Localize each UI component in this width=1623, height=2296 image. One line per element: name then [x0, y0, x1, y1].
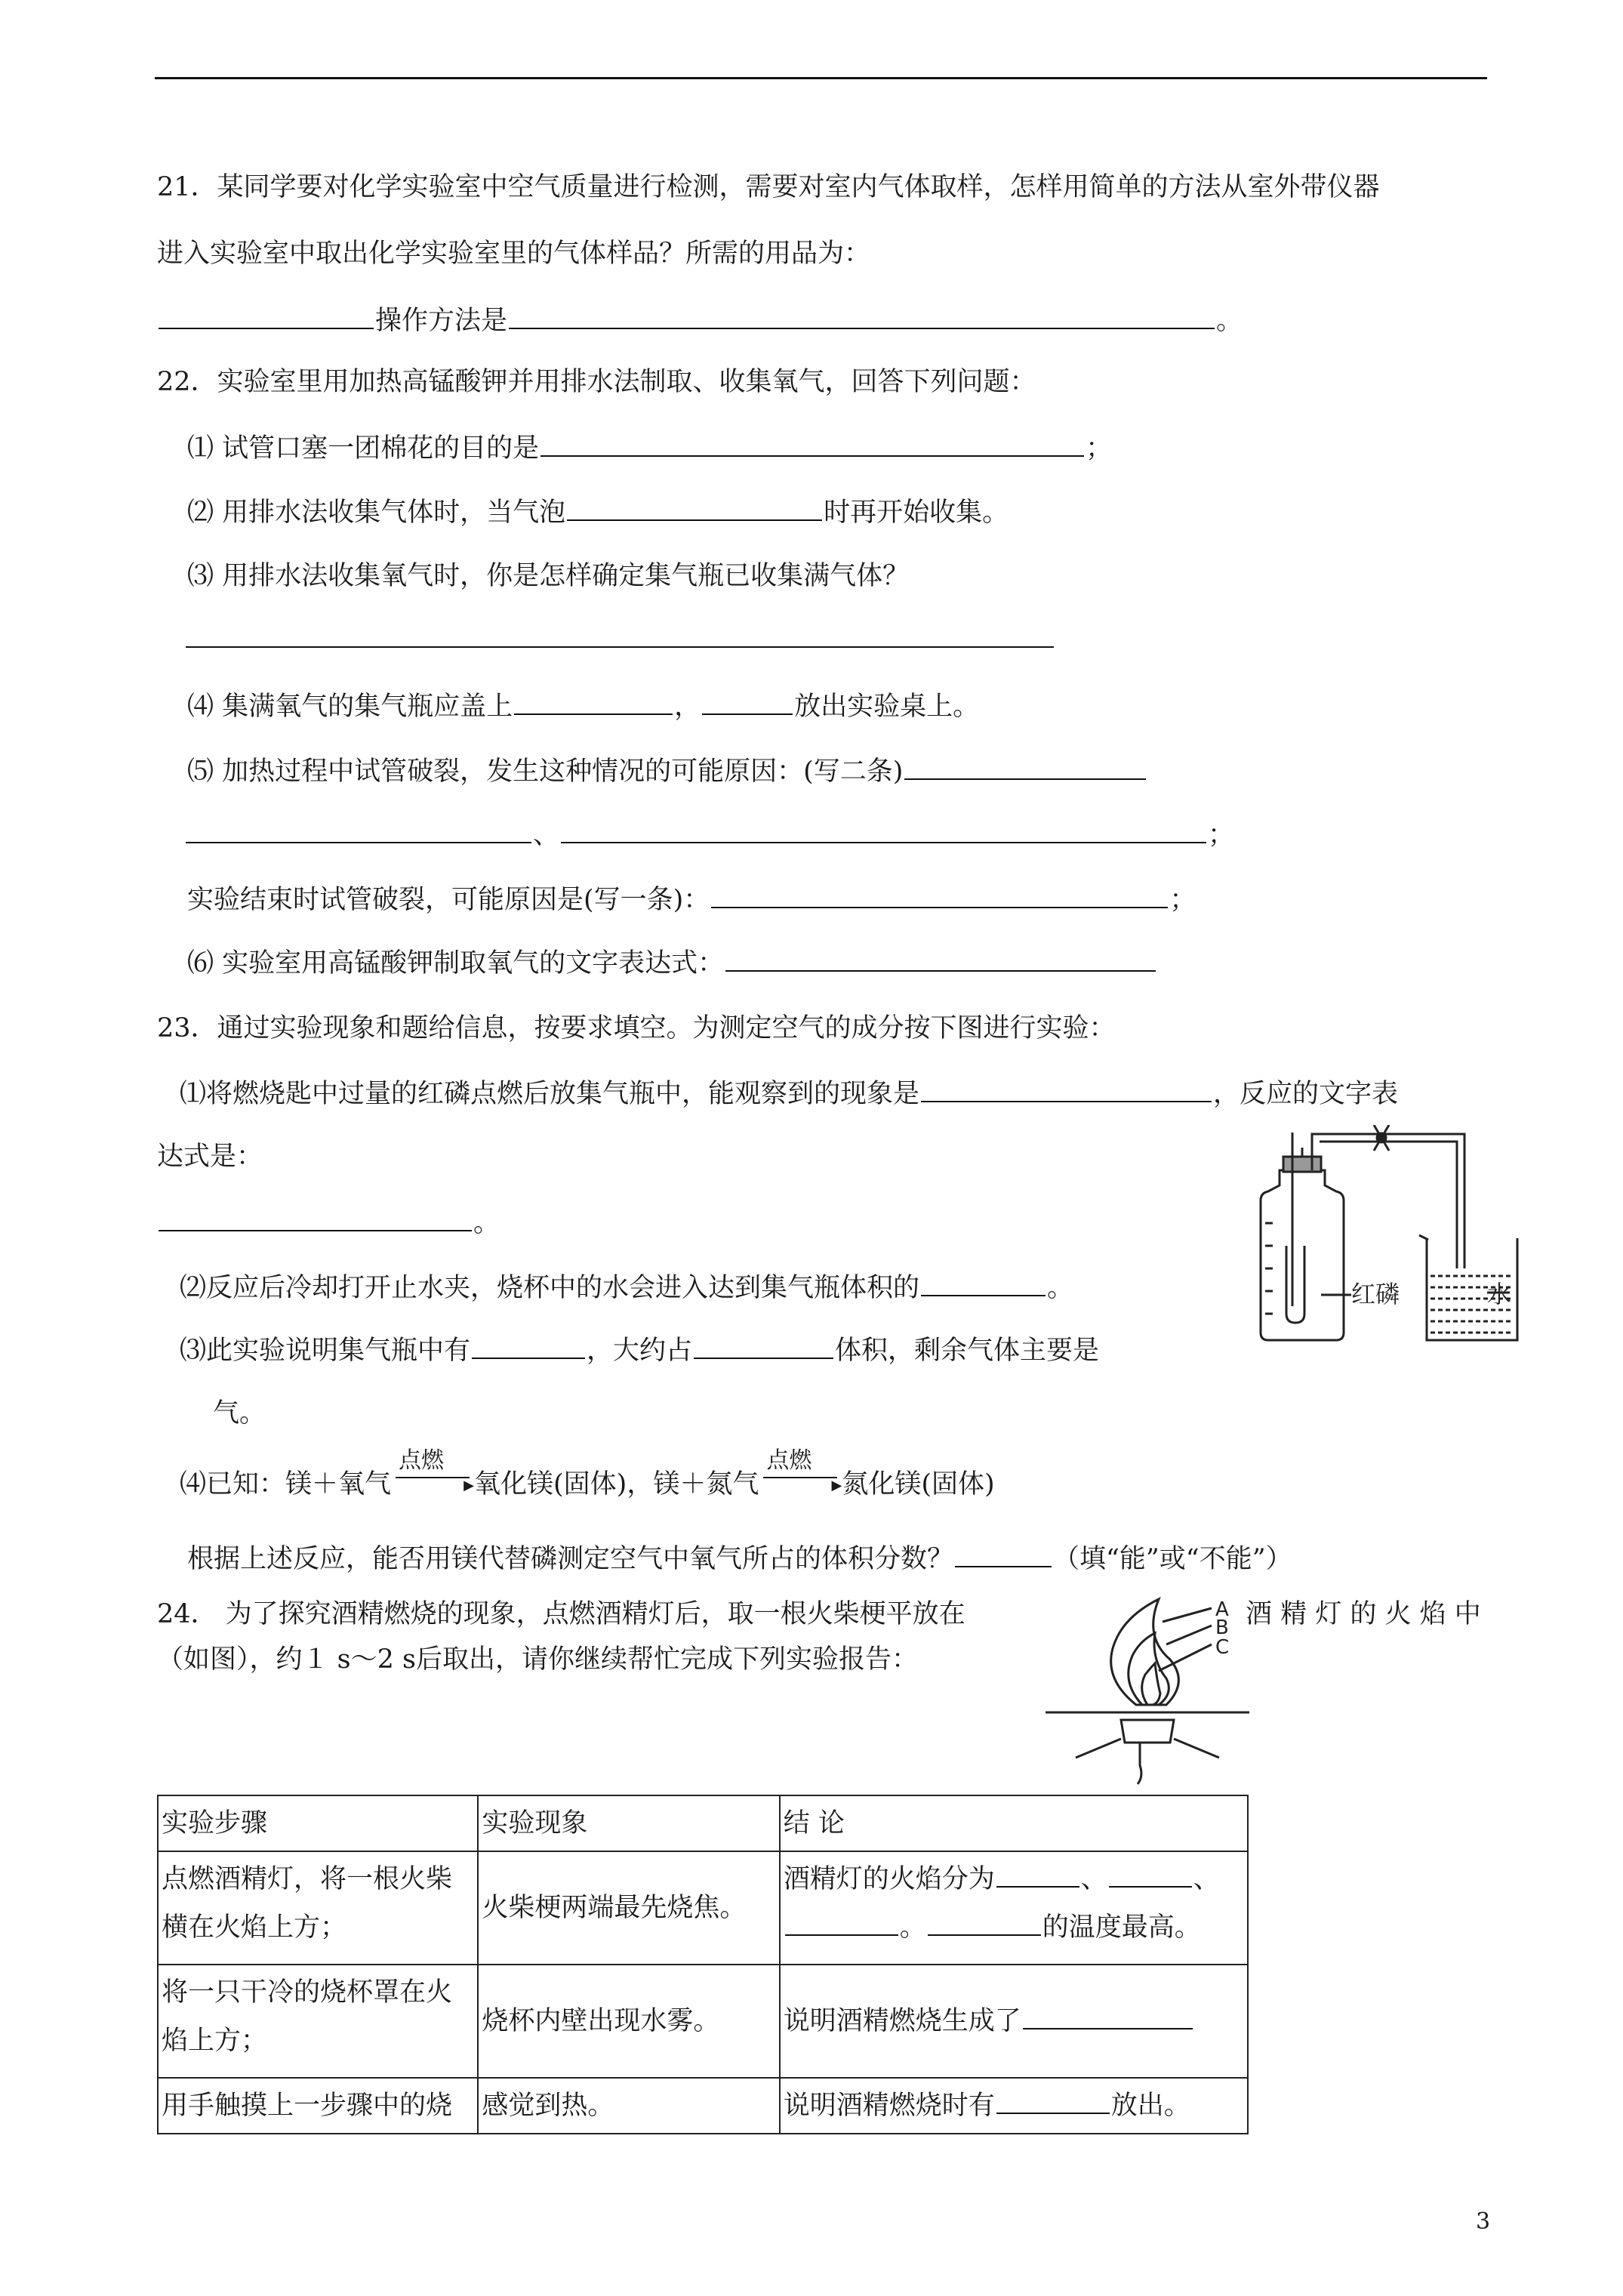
q24-line1: 24． 为了探究酒精燃烧的现象，点燃酒精灯后，取一根火柴梗平放在	[157, 1599, 965, 1629]
experiment-table	[157, 1795, 1249, 2134]
answer-blank[interactable]	[514, 688, 673, 715]
reaction-arrow: 点燃 ▶	[759, 1468, 842, 1501]
answer-blank[interactable]	[711, 881, 1168, 908]
conclusion-cell: 说明酒精燃烧时有 放出。	[780, 2078, 1248, 2134]
answer-blank[interactable]	[186, 621, 1054, 648]
reaction-arrow: 点燃 ▶	[391, 1468, 474, 1501]
q21-line3: 操作方法是 。	[157, 302, 1243, 337]
q22-p3-answer	[184, 621, 1055, 656]
answer-blank[interactable]	[1023, 2002, 1193, 2029]
answer-blank[interactable]	[694, 1332, 833, 1359]
step-cell: 用手触摸上一步骤中的烧	[158, 2078, 478, 2134]
q24-line2: （如图），约１ s～2 s后取出，请你继续帮忙完成下列实验报告：	[157, 1644, 918, 1675]
answer-blank[interactable]	[996, 2087, 1110, 2114]
header-conclusion: 结 论	[780, 1795, 1248, 1851]
q22-p6: ⑹ 实验室用高锰酸钾制取氧气的文字表达式：	[187, 945, 1157, 980]
q22-p1: ⑴ 试管口塞一团棉花的目的是 ；	[187, 430, 1112, 465]
q22-intro: 22．实验室里用加热高锰酸钾并用排水法制取、收集氧气，回答下列问题：	[157, 367, 1036, 397]
header-observation: 实验现象	[478, 1795, 779, 1851]
flame-label-a: A	[1215, 1598, 1229, 1621]
step-cell: 点燃酒精灯，将一根火柴横在火焰上方；	[158, 1851, 478, 1965]
fig-label-water: 水	[1487, 1280, 1512, 1308]
header-step: 实验步骤	[158, 1795, 478, 1851]
conclusion-cell: 说明酒精燃烧生成了	[780, 1965, 1248, 2078]
q23-p3: ⑶此实验说明集气瓶中有 ，大约占 体积，剩余气体主要是	[180, 1332, 1099, 1367]
q23-p3-line2: 气。	[213, 1398, 266, 1428]
apparatus-figure	[1238, 1125, 1525, 1351]
q23-p5: 根据上述反应，能否用镁代替磷测定空气中氧气所占的体积分数？ （填“能”或“不能”）	[187, 1540, 1292, 1576]
answer-blank[interactable]	[955, 1540, 1052, 1567]
table-row	[158, 2078, 1248, 2134]
q22-p5b: 实验结束时试管破裂，可能原因是(写一条)： ；	[187, 881, 1196, 917]
answer-blank[interactable]	[561, 816, 1206, 843]
flame-label-b: B	[1215, 1616, 1229, 1639]
q24-line1-right: 酒 精 灯 的 火 焰 中	[1246, 1599, 1481, 1629]
q22-p3: ⑶ 用排水法收集氧气时，你是怎样确定集气瓶已收集满气体？	[187, 561, 910, 591]
answer-blank[interactable]	[785, 1909, 898, 1936]
step-cell: 将一只干冷的烧杯罩在火焰上方；	[158, 1965, 478, 2078]
q22-p5-line2: 、 ；	[184, 816, 1234, 852]
answer-blank[interactable]	[509, 302, 1215, 329]
flame-figure	[1046, 1592, 1257, 1788]
q23-intro: 23．通过实验现象和题给信息，按要求填空。为测定空气的成分按下图进行实验：	[157, 1013, 1116, 1043]
observation-cell: 感觉到热。	[478, 2078, 779, 2134]
table-row	[158, 1851, 1248, 1965]
answer-blank[interactable]	[159, 1204, 472, 1231]
page-number: 3	[1476, 2208, 1491, 2235]
table-header-row	[158, 1795, 1248, 1851]
q22-p5: ⑸ 加热过程中试管破裂，发生这种情况的可能原因：(写二条)	[187, 753, 1147, 788]
answer-blank[interactable]	[921, 1269, 1046, 1296]
answer-blank[interactable]	[702, 688, 793, 715]
answer-blank[interactable]	[159, 302, 374, 329]
observation-cell: 烧杯内壁出现水雾。	[478, 1965, 779, 2078]
q21-line1: 21．某同学要对化学实验室中空气质量进行检测，需要对室内气体取样，怎样用简单的方法从室外带仪器	[157, 172, 1380, 202]
q23-p4: ⑷已知：镁＋氧气 点燃 ▶ 氧化镁(固体)，镁＋氮气 点燃 ▶ 氮化镁(固体)	[180, 1447, 995, 1499]
answer-blank[interactable]	[186, 816, 531, 843]
answer-blank[interactable]	[928, 1909, 1041, 1936]
answer-blank[interactable]	[725, 945, 1156, 972]
q22-p2: ⑵ 用排水法收集气体时，当气泡 时再开始收集。	[187, 494, 1009, 529]
answer-blank[interactable]	[472, 1332, 585, 1359]
answer-blank[interactable]	[540, 430, 1084, 457]
table-row	[158, 1965, 1248, 2078]
answer-blank[interactable]	[996, 1860, 1079, 1888]
answer-blank[interactable]	[1109, 1860, 1192, 1888]
q23-p2: ⑵反应后冷却打开止水夹，烧杯中的水会进入达到集气瓶体积的 。	[180, 1269, 1073, 1305]
q23-p1-line3: 。	[157, 1204, 500, 1240]
q23-p1: ⑴将燃烧匙中过量的红磷点燃后放集气瓶中，能观察到的现象是 ，反应的文字表	[180, 1075, 1398, 1111]
q22-p4: ⑷ 集满氧气的集气瓶应盖上 ， 放出实验桌上。	[187, 688, 979, 723]
conclusion-cell: 酒精灯的火焰分为 、 、 。 的温度最高。	[780, 1851, 1248, 1965]
flame-label-c: C	[1215, 1636, 1230, 1659]
answer-blank[interactable]	[921, 1075, 1212, 1102]
q23-p1-line2: 达式是：	[157, 1142, 263, 1172]
q21-line2: 进入实验室中取出化学实验室里的气体样品？所需的用品为：	[157, 239, 871, 269]
answer-blank[interactable]	[567, 494, 822, 521]
observation-cell: 火柴梗两端最先烧焦。	[478, 1851, 779, 1965]
answer-blank[interactable]	[904, 753, 1146, 780]
fig-label-phosphorus: 红磷	[1351, 1280, 1400, 1308]
header-rule	[155, 77, 1487, 79]
